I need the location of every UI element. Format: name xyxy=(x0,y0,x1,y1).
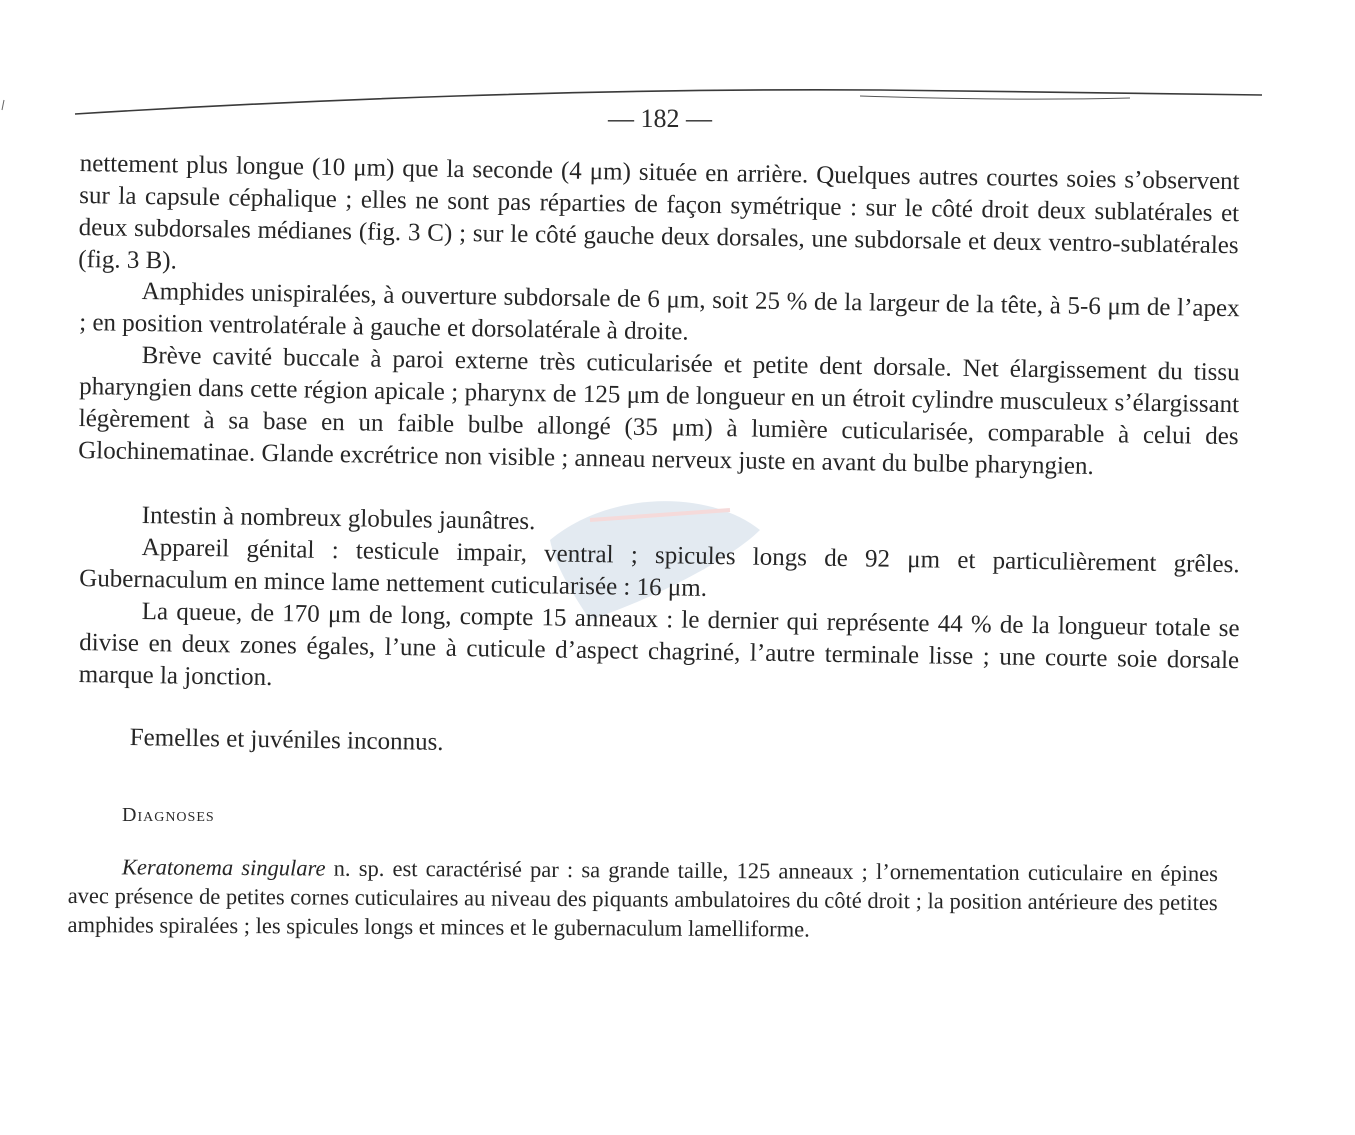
page-number: — 182 — xyxy=(608,104,712,133)
section-heading: Diagnoses xyxy=(122,804,215,826)
body-paragraph: Intestin à nombreux globules jaunâtres. xyxy=(141,501,536,536)
diagnosis-paragraph xyxy=(67,852,1218,946)
body-paragraph: Femelles et juvéniles inconnus. xyxy=(129,723,444,756)
species-name: Keratonema singulare xyxy=(121,854,326,881)
diagnosis-text: n. sp. est caractérisé par : sa grande taille, 125 anneaux ; l’ornementation cuticulaire en épines avec présence de petites cornes cuticulaires au niveau des piquants ambulatoires du côté droit ; la position antérieure des petites amphides spiralées ; les spicules longs et minces et le gubernaculum lamelliforme. xyxy=(67,855,1218,942)
body-paragraph: Amphides unispiralées, à ouverture subdorsale de 6 μm, soit 25 % de la largeur de la tête, à 5-6 μm de l’apex ; en position ventrolatérale à gauche et dorsolatérale à droite. xyxy=(79,277,1240,346)
body-paragraph: Appareil génital : testicule impair, ventral ; spicules longs de 92 μm et particulièrement grêles. Gubernaculum en mince lame nettement cuticularisée : 16 μm. xyxy=(79,533,1240,602)
body-paragraph: Brève cavité buccale à paroi externe très cuticularisée et petite dent dorsale. Net élargissement du tissu pharyngien dans cette région apicale ; pharynx de 125 μm de longueur en un étroit cylindre musculeux s’élargissant légèrement à sa base en un faible bulbe allongé (35 μm) à lumière cuticularisée, comparable à celui des Glochinematinae. Glande excrétrice non visible ; anneau nerveux juste en avant du bulbe pharyngien. xyxy=(78,341,1240,480)
body-paragraph: nettement plus longue (10 μm) que la seconde (4 μm) située en arrière. Quelques autres courtes soies s’observent sur la capsule céphalique ; elles ne sont pas réparties de façon symétrique : sur le côté droit deux sublatérales et deux subdorsales médianes (fig. 3 C) ; sur le côté gauche deux dorsales, une subdorsale et deux ventro-sublatérales (fig. 3 B). xyxy=(78,149,1240,275)
body-paragraph: La queue, de 170 μm de long, compte 15 anneaux : le dernier qui représente 44 % de la longueur totale se divise en deux zones égales, l’une à cuticule d’aspect chagriné, l’autre terminale lisse ; une courte soie dorsale marque la jonction. xyxy=(78,597,1240,692)
